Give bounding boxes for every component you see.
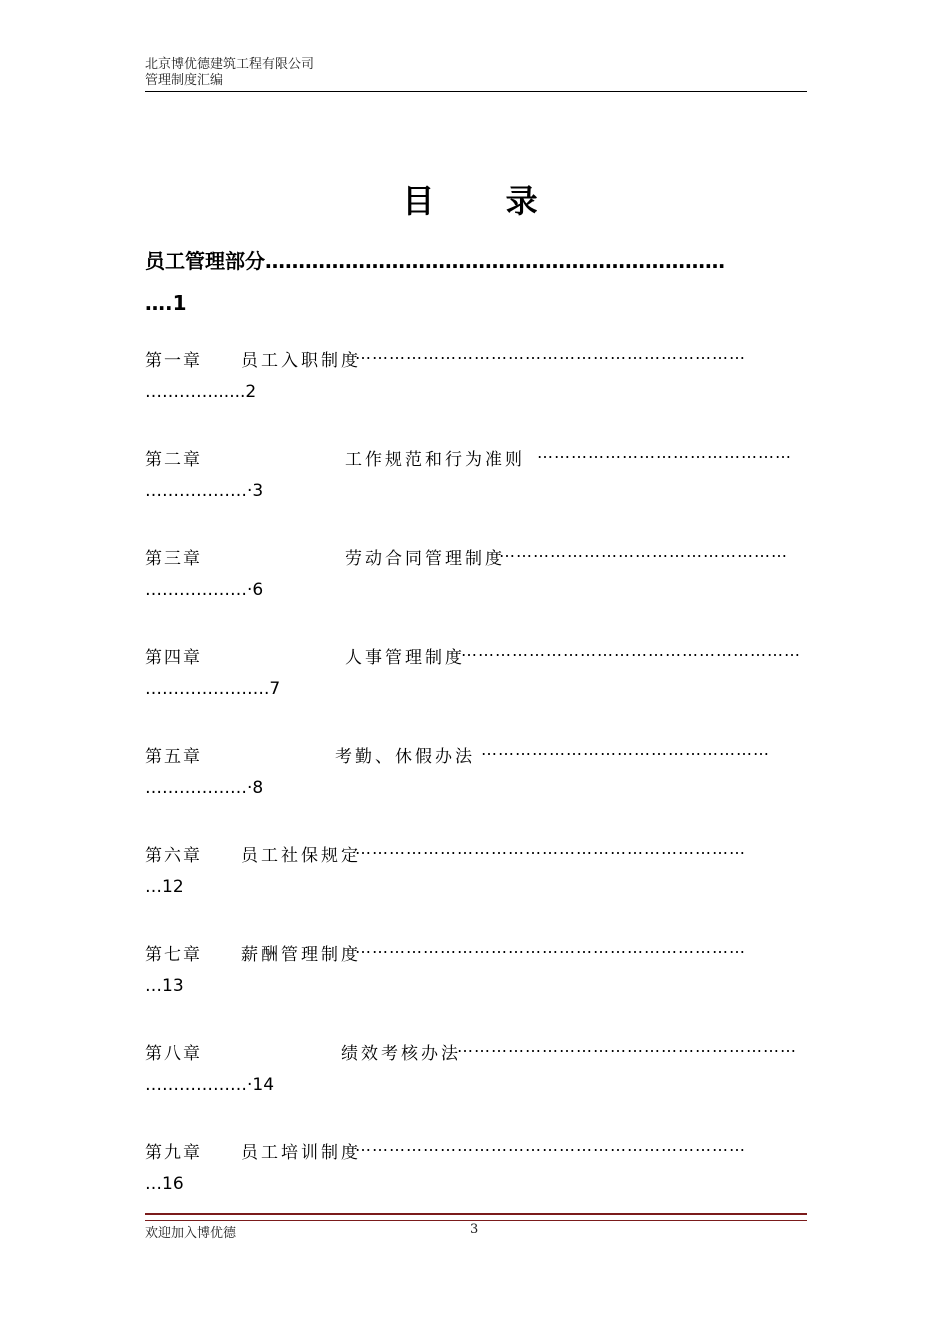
toc-page-ref: ………………·8: [145, 778, 264, 798]
toc-chapter-name: 绩效考核办法: [341, 1044, 461, 1064]
toc-chapter-name: 薪酬管理制度: [241, 945, 361, 965]
header-divider: [145, 91, 807, 92]
header-company: 北京博优德建筑工程有限公司: [145, 57, 315, 72]
toc-page-ref: …13: [145, 976, 184, 996]
toc-chapter-name: 考勤、休假办法: [335, 747, 475, 767]
toc-leader-dots: ……………………………………………………………: [355, 344, 746, 363]
toc-entry[interactable]: [145, 1031, 807, 1130]
toc-part-line2: ….1: [145, 291, 187, 315]
toc-leader-dots: ………………………………………: [537, 443, 792, 462]
toc-leader-dots: ……………………………………………………: [457, 1037, 797, 1056]
toc-chapter-name: 劳动合同管理制度: [345, 549, 505, 569]
page-header: [145, 57, 807, 89]
toc-page-ref: ………………….7: [145, 679, 281, 699]
toc-chapter-name: 员工培训制度: [241, 1143, 361, 1163]
toc-leader-dots: ……………………………………………………………: [355, 938, 746, 957]
toc-page-ref: ………………·3: [145, 481, 264, 501]
toc-chapter-number: 第九章: [145, 1143, 202, 1163]
toc-entry[interactable]: [145, 338, 807, 437]
toc-page-ref: …16: [145, 1174, 184, 1194]
toc-chapter-number: 第七章: [145, 945, 202, 965]
toc-chapter-number: 第八章: [145, 1044, 202, 1064]
toc-chapter-number: 第二章: [145, 450, 202, 470]
toc-leader-dots: ……………………………………………………………: [355, 1136, 746, 1155]
toc-entry[interactable]: [145, 437, 807, 536]
toc-title: 目 录: [402, 182, 568, 220]
footer-slogan: 欢迎加入博优德: [145, 1226, 237, 1241]
toc-chapter-name: 员工入职制度: [241, 351, 361, 371]
toc-chapter-number: 第五章: [145, 747, 202, 767]
toc-page-ref: …………......2: [145, 382, 257, 402]
toc-part-heading[interactable]: [145, 240, 807, 324]
footer-divider: [145, 1213, 807, 1221]
table-of-contents: [145, 240, 807, 1229]
toc-leader-dots: ……………………………………………: [481, 740, 770, 759]
toc-leader-dots: ……………………………………………………………: [355, 839, 746, 858]
toc-page-ref: ………………·14: [145, 1075, 275, 1095]
page-number: 3: [470, 1222, 479, 1237]
toc-chapter-name: 员工社保规定: [241, 846, 361, 866]
toc-part-line1: 员工管理部分……………………………………………………………: [145, 249, 725, 273]
toc-chapter-name: 人事管理制度: [345, 648, 465, 668]
toc-leader-dots: ……………………………………………………: [461, 641, 801, 660]
toc-entry[interactable]: [145, 932, 807, 1031]
toc-page-ref: ………………·6: [145, 580, 264, 600]
toc-entry[interactable]: [145, 536, 807, 635]
toc-chapter-number: 第六章: [145, 846, 202, 866]
toc-chapter-number: 第一章: [145, 351, 202, 371]
toc-entry[interactable]: [145, 833, 807, 932]
toc-chapter-name: 工作规范和行为准则: [345, 450, 525, 470]
header-doc-title: 管理制度汇编: [145, 73, 224, 88]
toc-leader-dots: ……………………………………………: [499, 542, 788, 561]
toc-entry[interactable]: [145, 635, 807, 734]
toc-chapter-number: 第四章: [145, 648, 202, 668]
toc-page-ref: …12: [145, 877, 184, 897]
toc-chapter-number: 第三章: [145, 549, 202, 569]
toc-entry[interactable]: [145, 734, 807, 833]
